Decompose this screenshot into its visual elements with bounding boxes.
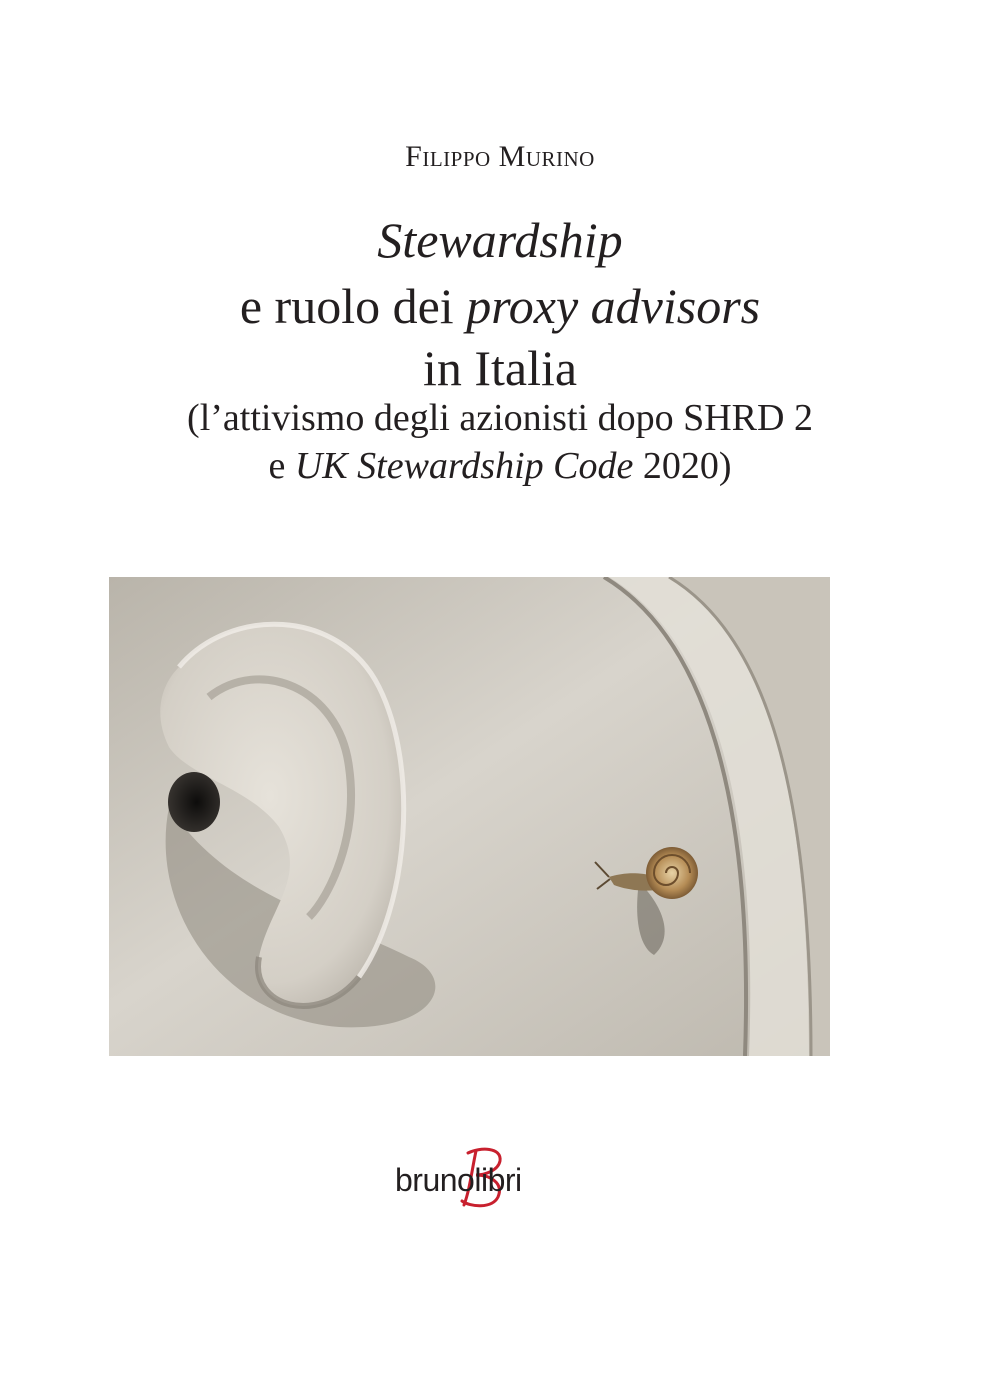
publisher-name: brunolibri xyxy=(395,1162,522,1198)
cover-photo xyxy=(109,577,830,1056)
book-title-line-3: in Italia xyxy=(422,340,578,396)
book-title-line-1: Stewardship xyxy=(377,212,623,268)
book-title-line-2 xyxy=(0,276,1000,336)
author-name: Filippo Murino xyxy=(405,140,595,173)
publisher-logo xyxy=(0,1145,1000,1215)
subtitle-line-1: (l’attivismo degli azionisti dopo SHRD 2 xyxy=(187,397,813,439)
subtitle-suffix: 2020) xyxy=(633,445,732,487)
title-italic: proxy advisors xyxy=(466,278,761,334)
title-prefix: e ruolo dei xyxy=(239,278,467,334)
subtitle-prefix: e xyxy=(268,445,295,487)
subtitle-line-2 xyxy=(0,443,1000,489)
subtitle-italic: UK Stewardship Code xyxy=(294,445,634,487)
